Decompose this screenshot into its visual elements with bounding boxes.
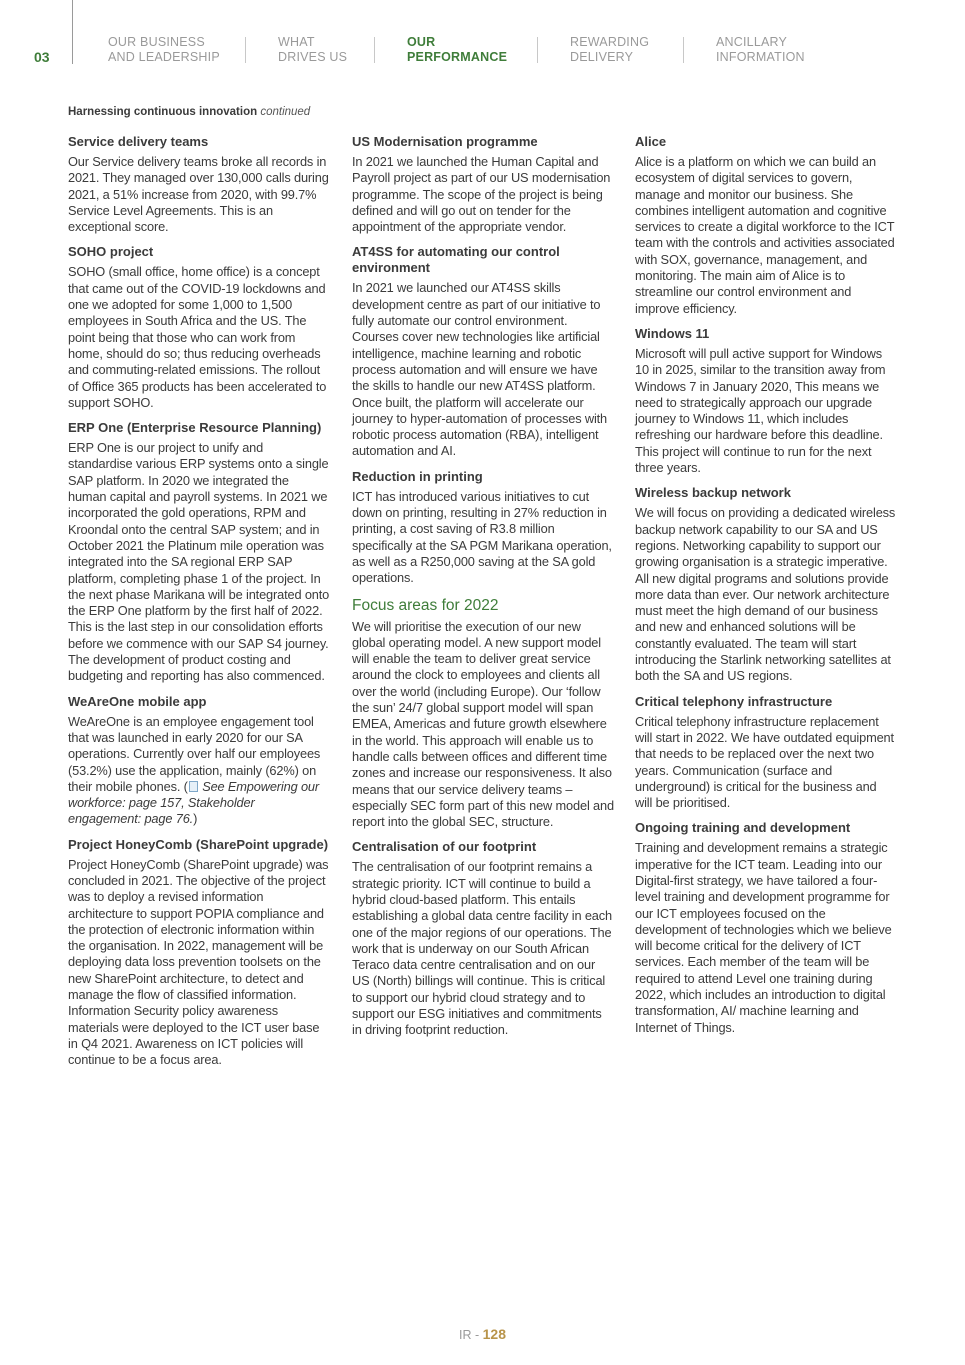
breadcrumb-title: Harnessing continuous innovation [68, 106, 258, 118]
page-reference-icon [189, 781, 198, 792]
nav-separator [374, 37, 375, 63]
nav-label-line2: DRIVES US [278, 50, 348, 64]
column-1 [68, 134, 330, 1078]
focus-areas-heading: Focus areas for 2022 [352, 596, 499, 614]
section-paragraph: We will prioritise the execution of our new global operating model. A new support model will enable the team to deliver great service around the clock to employees and clients all over the world (including Europe). Our ‘follow the sun’ 24/7 global support model will span EMEA, Americas and future growth elsewhere in the world. This approach will enable us to handle calls between offices and different time zones and increase our responsiveness. It also means that our service delivery teams – especially SEC form part of this new model and report into the global SEC, structure. [352, 618, 614, 830]
nav-label-line2: INFORMATION [716, 50, 805, 64]
page-header [0, 0, 965, 80]
section-heading: Reduction in printing [352, 468, 483, 484]
ref-open: ( [183, 778, 188, 794]
nav-separator [683, 37, 684, 63]
page-number: 128 [482, 1326, 506, 1342]
nav-label-line1: OUR BUSINESS [108, 35, 205, 49]
footer-prefix: IR - [459, 1328, 483, 1342]
page-footer [0, 1326, 965, 1342]
section-paragraph: ERP One is our project to unify and standardise various ERP systems onto a single SAP platform. In 2020 we integrated the human capital and payroll systems. In 2021 we incorporated the gold operations, RPM and Kroondal onto the central SAP system; and in October 2021 the Platinum mile operation was integrated into the SA regional ERP SAP platform, completing phase 1 of the project. In the next phase Marikana will be integrated onto the ERP One platform by the first half of 2022. This is the last step in our consolidation efforts before we commence with our SAP S4 journey. The development of product costing and budgeting and reporting has also commenced. [68, 440, 330, 684]
section-heading: Windows 11 [635, 325, 710, 341]
nav-what-drives-us[interactable] [278, 35, 347, 65]
section-heading: Service delivery teams [68, 134, 209, 149]
section-paragraph: The centralisation of our footprint remains a strategic priority. ICT will continue to build a hybrid cloud-based platform. This entails establishing a global data centre facility in each one of the major regions of our operations. The work that is underway on our South African Teraco data centre centralisation and on our US (North) billings will continue. This is critical to support our hybrid cloud strategy and to support our ESG initiatives and commitments in driving footprint reduction. [352, 859, 612, 1038]
nav-rewarding-delivery[interactable] [570, 35, 649, 65]
nav-label-line2: DELIVERY [570, 50, 634, 64]
section-paragraph: SOHO (small office, home office) is a concept that came out of the COVID-19 lockdowns and one we adopted for some 1,000 to 1,500 employees in South Africa and the US. The point being that those who can work from home, should do so; thus reducing overheads and commuting-related emissions. The rollout of Office 365 products has been accelerated to support SOHO. [68, 264, 327, 410]
section-paragraph: Critical telephony infrastructure replacement will start in 2022. We have outdated equipment that needs to be replaced over the next two years. Communication (surface and underground) is critical for the business and will be prioritised. [635, 713, 894, 811]
section-paragraph: Alice is a platform on which we can build an ecosystem of digital services to govern, manage and monitor our business. She combines intelligent automation and cognitive services to create a digital workforce to the ICT team with the controls and activities associated with SOX, governance, management, and monitoring. The main aim of Alice is to streamline our control environment and improve efficiency. [635, 154, 895, 316]
nav-label-line2: AND LEADERSHIP [108, 50, 220, 64]
nav-label-line2: PERFORMANCE [407, 50, 508, 64]
breadcrumb [68, 106, 310, 118]
section-heading: WeAreOne mobile app [68, 693, 207, 709]
nav-separator [537, 37, 538, 63]
section-paragraph: Training and development remains a strategic imperative for the ICT team. Leading into our Digital-first strategy, we have tailored a four-level training and development programme for our ICT employees focused on the development of technologies which we believe will become critical for the delivery of ICT services. Each member of the team will be required to attend Level one training during 2022, which includes an introduction to digital transformation, AI/ machine learning and Internet of Things. [635, 840, 892, 1035]
section-paragraph: In 2021 we launched our AT4SS skills development centre as part of our initiative to fully automate our control environment. Courses cover new technologies like artificial intelligence, machine learning and robotic process automation and will ensure we have the skills to handle our new AT4SS platform. Once built, the platform will accelerate our journey to hyper-automation of processes with robotic process automation (RBA), intelligent automation and AI. [352, 280, 608, 459]
section-paragraph [68, 714, 330, 828]
section-heading: Critical telephony infrastructure [635, 693, 833, 709]
nav-ancillary-information[interactable] [716, 35, 805, 65]
section-paragraph: ICT has introduced various initiatives to cut down on printing, resulting in 27% reduction in printing, a cost saving of R3.8 million specifically at the SA PGM Marikana operation, as well as a R250,000 saving at the SA gold operations. [352, 488, 612, 586]
section-heading: Ongoing training and development [635, 820, 851, 836]
section-number: 03 [34, 49, 50, 65]
column-3 [635, 134, 897, 1045]
nav-label-line1: REWARDING [570, 35, 650, 49]
section-paragraph: We will focus on providing a dedicated wireless backup network capability to our SA and US regions. Networking capability to support our growing organisation is a strategic imperative. All new digital programs and solutions provide more data than ever. Our network architecture must meet the high demand of our business and new and enhanced solutions will be constantly evaluated. The team will start introducing the Starlink networking satellites at both the SA and US regions. [635, 505, 896, 684]
nav-label-line1: WHAT [278, 35, 315, 49]
section-paragraph: Project HoneyComb (SharePoint upgrade) was concluded in 2021. The objective of the project was to deploy a revised information architecture to support POPIA compliance and the protection of electronic information within the organisation. In 2022, management will be deploying data loss prevention toolsets on the new SharePoint architecture, to detect and manage the flow of classified information. Information Security policy awareness materials were deployed to the ICT user base in Q4 2021. Awareness on ICT policies will continue to be a focus area. [68, 856, 329, 1068]
section-heading: Alice [635, 134, 667, 149]
section-paragraph: Our Service delivery teams broke all records in 2021. They managed over 130,000 calls during 2021, a 51% increase from 2020, with 99.7% Service Level Agreements. This is an exceptional score. [68, 154, 329, 235]
nav-our-business[interactable] [108, 35, 220, 65]
ref-close: ) [193, 811, 198, 827]
section-heading: US Modernisation programme [352, 134, 538, 149]
nav-label-line1: OUR [407, 35, 436, 49]
section-heading: ERP One (Enterprise Resource Planning) [68, 420, 322, 436]
header-divider [72, 0, 73, 64]
breadcrumb-suffix: continued [260, 106, 311, 118]
nav-our-performance[interactable] [407, 35, 507, 65]
section-heading: SOHO project [68, 244, 154, 260]
column-2 [352, 134, 614, 1048]
paragraph-text: WeAreOne is an employee engagement tool that was launched in early 2020 for our SA operations. Currently over half our employees (53.2%) use the application, mainly (62%) on their mobile phones. [68, 713, 321, 794]
section-heading: AT4SS for automating our control environment [352, 244, 560, 276]
cross-reference-text: See Empowering our workforce: page 157, Stakeholder engagement: page 76. [68, 778, 319, 827]
nav-separator [245, 37, 246, 63]
section-heading: Centralisation of our footprint [352, 839, 537, 855]
section-paragraph: In 2021 we launched the Human Capital and Payroll project as part of our US modernisation programme. The scope of the project is being defined and will go out on tender for the appointment of the appropriate vendor. [352, 154, 611, 235]
nav-label-line1: ANCILLARY [716, 35, 788, 49]
section-heading: Wireless backup network [635, 485, 791, 501]
section-heading: Project HoneyComb (SharePoint upgrade) [68, 836, 329, 852]
section-paragraph: Microsoft will pull active support for Windows 10 in 2025, similar to the transition away from Windows 7 in January 2020, This means we need to strategically approach our upgrade journey to Windows 11, which includes refreshing our hardware before this deadline. This project will continue to run for the next three years. [635, 345, 886, 476]
